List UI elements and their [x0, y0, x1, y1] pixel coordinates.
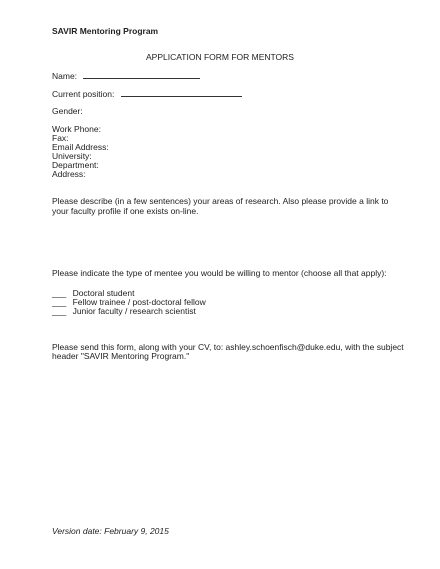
name-label: Name:: [52, 71, 78, 81]
department-label: Department:: [52, 160, 99, 170]
version-date: Version date: February 9, 2015: [52, 526, 169, 536]
mentee-option-label: Fellow trainee / post-doctoral fellow: [72, 297, 206, 307]
program-title: SAVIR Mentoring Program: [52, 26, 159, 36]
research-prompt: Please describe (in a few sentences) your areas of research. Also please provide a link to your faculty profile if one exists on-line.: [52, 196, 389, 216]
name-blank-line[interactable]: [83, 70, 200, 79]
name-field: [52, 70, 200, 81]
mentee-option-junior-faculty[interactable]: [52, 306, 196, 316]
submission-instructions-line1: Please send this form, along with your CV, to: ashley.schoenfisch@duke.edu, with the subject: [52, 342, 404, 352]
university-label: University:: [52, 151, 92, 161]
mentee-option-blank[interactable]: ___: [52, 288, 67, 298]
fax-label: Fax:: [52, 133, 69, 143]
work-phone-label: Work Phone:: [52, 124, 101, 134]
address-label: Address:: [52, 169, 86, 179]
form-title: APPLICATION FORM FOR MENTORS: [146, 52, 294, 62]
mentee-option-blank[interactable]: ___: [52, 297, 67, 307]
current-position-label: Current position:: [52, 89, 115, 99]
mentee-prompt: Please indicate the type of mentee you would be willing to mentor (choose all that apply):: [52, 268, 387, 278]
mentee-option-label: Junior faculty / research scientist: [72, 306, 196, 316]
gender-label: Gender:: [52, 106, 83, 116]
current-position-blank-line[interactable]: [121, 88, 242, 97]
mentee-option-label: Doctoral student: [72, 288, 135, 298]
email-label: Email Address:: [52, 142, 109, 152]
mentee-option-blank[interactable]: ___: [52, 306, 67, 316]
current-position-field: [52, 88, 242, 99]
submission-instructions-line2: header "SAVIR Mentoring Program.": [52, 351, 190, 361]
